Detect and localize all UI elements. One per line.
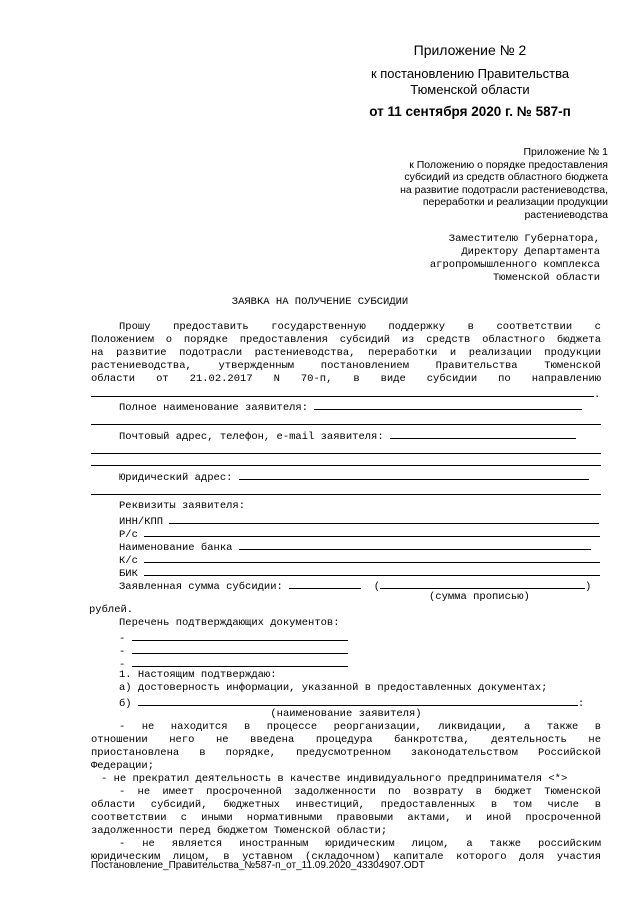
dash: - — [119, 659, 126, 671]
bank-label: Наименование банка — [119, 542, 233, 554]
addressee-block — [370, 233, 600, 285]
bank-field[interactable] — [91, 539, 601, 552]
condition-line: юридическим лицом, в уставном (складочном) капитале которого доля участия — [91, 851, 601, 863]
appendix-1-line: растениеводства — [524, 208, 608, 221]
direction-blank-line[interactable]: . — [91, 386, 601, 399]
legal-address-label: Юридический адрес: — [119, 472, 233, 484]
intro-line: растениеводства, утвержденным постановлением Правительства Тюменской — [91, 360, 601, 372]
postal-label: Почтовый адрес, телефон, e-mail заявителя: — [119, 431, 384, 443]
requisites-label: Реквизиты заявителя: — [119, 500, 246, 512]
resolution-reference — [350, 66, 590, 98]
condition-line: - не является иностранным юридическим лицом, а также российским — [119, 838, 601, 850]
intro-line: области от 21.02.2017 N 70-п, в виде субсидии по направлению — [91, 373, 601, 385]
addressee-line: агропромышленного комплекса — [429, 259, 600, 271]
document-item-2[interactable] — [91, 643, 601, 656]
resolution-date: от 11 сентября 2020 г. № 587-п — [369, 104, 571, 119]
ks-field[interactable] — [91, 552, 601, 565]
full-name-field[interactable] — [91, 399, 601, 412]
appendix-1-line: субсидий из средств областного бюджета — [404, 171, 608, 183]
rs-field[interactable] — [91, 526, 601, 539]
condition-line: задолженности перед бюджетом Тюменской области; — [91, 825, 388, 837]
appendix-1-block — [378, 146, 608, 221]
bik-field[interactable] — [91, 565, 601, 578]
amount-label: Заявленная сумма субсидии: — [119, 581, 283, 593]
postal-field[interactable] — [91, 428, 601, 441]
footer-filename: Постановление_Правительства_№587-п_от_11.09.2020_43304907.ODT — [91, 860, 425, 871]
condition-line: - не имеет просроченной задолженности по возврату в бюджет Тюменской — [119, 786, 601, 798]
confirm-b-field[interactable]: б) : — [91, 695, 601, 708]
document-item-1[interactable] — [91, 630, 601, 643]
appendix-1-title: Приложение № 1 — [523, 146, 608, 158]
legal-address-field[interactable] — [91, 469, 601, 482]
dash: - — [119, 633, 126, 645]
amount-field[interactable]: Заявленная сумма субсидии: ( ) — [91, 578, 601, 591]
bik-label: БИК — [119, 568, 138, 580]
condition-line: области субсидий, бюджетных инвестиций, предоставленных в том числе в — [91, 799, 601, 811]
appendix-1-line: переработки и реализации продукции — [422, 196, 608, 208]
intro-line: Прошу предоставить государственную поддержку в соответствии с — [119, 321, 601, 333]
ks-label: К/с — [119, 555, 138, 567]
intro-line: Положением о порядке предоставления субсидий из средств областного бюджета — [91, 334, 601, 346]
document-title: ЗАЯВКА НА ПОЛУЧЕНИЕ СУБСИДИИ — [231, 296, 409, 308]
appendix-number: Приложение № 2 — [413, 42, 527, 58]
document-item-3[interactable] — [91, 656, 601, 669]
resolution-line-2: Тюменской области — [410, 82, 530, 97]
intro-line: на развитие подотрасли растениеводства, переработки и реализации продукции — [91, 347, 601, 359]
addressee-line: Тюменской области — [492, 272, 600, 284]
addressee-line: Заместителю Губернатора, — [448, 233, 600, 245]
rs-label: Р/с — [119, 529, 138, 541]
confirm-heading: 1. Настоящим подтверждаю: — [119, 669, 277, 681]
condition-line: Федерации; — [91, 760, 155, 772]
appendix-1-line: на развитие подотрасли растениеводства, — [400, 183, 608, 196]
inn-field[interactable] — [91, 513, 601, 526]
inn-label: ИНН/КПП — [119, 516, 164, 528]
condition-line: - не прекратил деятельность в качестве индивидуального предпринимателя <*> — [101, 773, 568, 785]
postal-blank-line-2[interactable] — [91, 454, 601, 466]
full-name-label: Полное наименование заявителя: — [119, 402, 309, 414]
rubles-label: рублей. — [89, 604, 134, 616]
applicant-name-hint: (наименование заявителя) — [270, 708, 422, 720]
condition-line: соответствии с иными нормативными правовыми актами, и иной просроченной — [91, 812, 601, 824]
appendix-1-line: к Положению о порядке предоставления — [409, 158, 608, 171]
confirm-a: а) достоверность информации, указанной в предоставленных документах; — [119, 682, 548, 694]
application-body — [91, 321, 601, 864]
condition-line: приостановлена в порядке, предусмотренном законодательством Российской — [91, 747, 601, 759]
resolution-line-1: к постановлению Правительства — [370, 66, 570, 81]
confirm-b-label: б) — [119, 698, 132, 710]
addressee-line: Директору Департамента — [461, 246, 600, 258]
condition-line: - не находится в процессе реорганизации, ликвидации, а также в — [119, 721, 601, 733]
condition-line: отношении него не введена процедура банкротства, деятельность не — [91, 734, 601, 746]
dash: - — [119, 646, 126, 658]
amount-words-hint: (сумма прописью) — [429, 591, 530, 603]
documents-label: Перечень подтверждающих документов: — [119, 617, 340, 629]
